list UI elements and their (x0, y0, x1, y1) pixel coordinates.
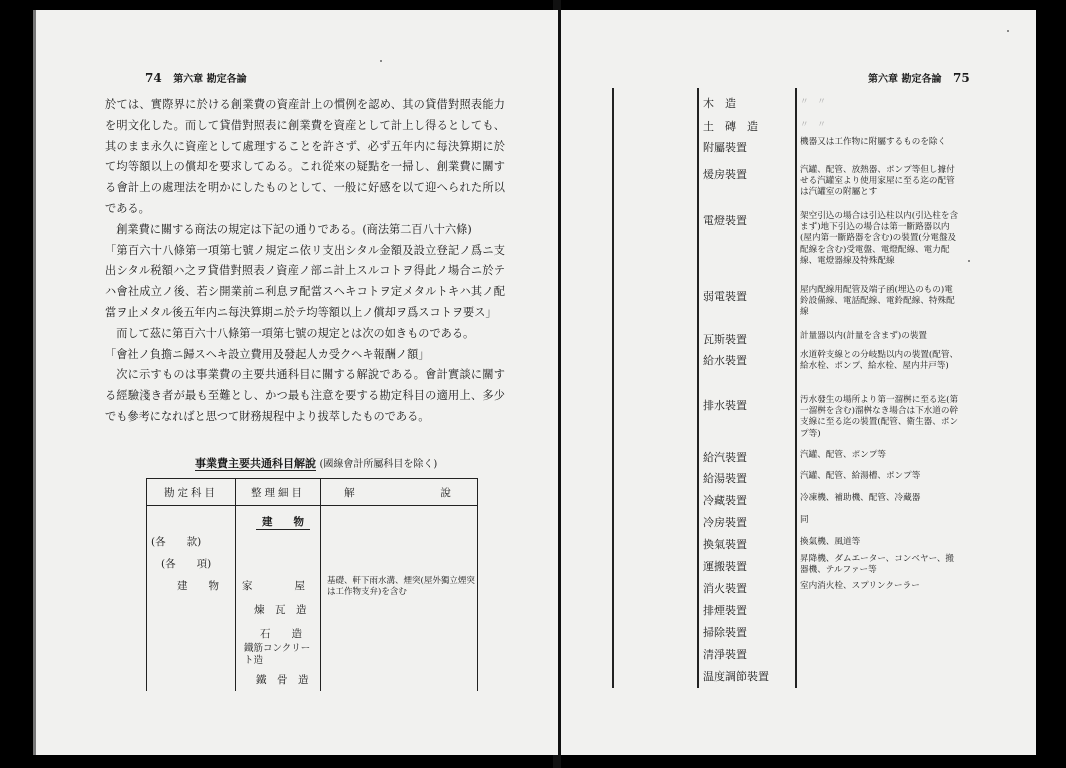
right-row-label: 土 磚 造 (703, 120, 758, 133)
right-row-label: 清淨裝置 (703, 648, 747, 661)
right-row-desc: 〃 〃 (800, 120, 826, 130)
explanation-note: 基礎、軒下雨水溝、煙突(屋外獨立煙突は工作物支弁)を含む (327, 576, 475, 597)
right-row-desc: 〃 〃 (800, 97, 826, 107)
right-row-label: 給湯裝置 (703, 472, 747, 485)
right-row-desc: 同 (800, 515, 809, 525)
right-row-label: 附屬裝置 (703, 141, 747, 154)
right-row-label: 木 造 (703, 97, 736, 110)
table-title-sub: (國線會計所屬科目を除く) (319, 459, 438, 470)
column-rule (612, 88, 614, 688)
right-row-label: 冷藏裝置 (703, 494, 747, 507)
detail-item: 鐵筋コンクリート造 (244, 643, 311, 666)
left-chapter-title: 第六章 勘定各論 (173, 74, 247, 85)
right-row-label: 排煙裝置 (703, 604, 747, 617)
row-label: (各 項) (161, 558, 212, 570)
right-row-label: 換氣裝置 (703, 538, 747, 551)
header-account: 勘定科目 (147, 479, 236, 506)
left-body-text (105, 95, 505, 428)
detail-item: 煉 瓦 造 (254, 604, 307, 616)
quote-paragraph: 「會社ノ負擔ニ歸スヘキ設立費用及發起人カ受クヘキ報酬ノ額」 (105, 347, 430, 361)
right-row-label: 瓦斯裝置 (703, 333, 747, 346)
detail-item: 鐵 骨 造 (256, 674, 309, 686)
paragraph: 而して茲に第百六十八條第一項第七號の規定とは次の如きものである。 (116, 326, 475, 340)
table-title-main: 事業費主要共通科目解說 (195, 457, 316, 470)
table-col-account (147, 506, 236, 692)
right-row-desc: 計量器以内(計量を含まず)の裝置 (800, 331, 928, 341)
right-row-desc: 昇降機、ダムエーター、コンベヤー、搬器機、テルファー等 (800, 554, 955, 576)
header-explanation-2: 說 (440, 486, 454, 499)
right-row-desc: 汽罐、配管、放熱器、ポンプ等但し據付せる汽罐室より使用家屋に至る迄の配管は汽罐室の附屬とす (800, 165, 955, 198)
right-row-desc: 汽罐、配管、給湯槽、ポンプ等 (800, 471, 921, 481)
right-row-desc: 汚水發生の場所より第一溜桝に至る迄(第一溜桝を含む)溜桝なき場合は下水道の幹支線に至る迄の裝置(配管、衛生器、ポンプ等) (800, 395, 959, 439)
detail-item: 石 造 (260, 628, 302, 640)
right-running-head (868, 70, 970, 85)
column-rule (697, 88, 699, 688)
right-row-label: 電燈裝置 (703, 214, 747, 227)
right-row-label: 運搬裝置 (703, 560, 747, 573)
table-col-explanation (321, 506, 478, 692)
right-row-desc: 架空引込の場合は引込柱以内(引込柱を含まず)地下引込の場合は第一斷路器以内(屋内第一斷路器を含む)の裝置(分電盤及配線を含む)受電盤、電燈配線、電力配線、電燈器線及特殊配線 (800, 211, 959, 266)
right-row-label: 掃除裝置 (703, 626, 747, 639)
scan-speck (380, 60, 382, 62)
paragraph: 於ては、實際界に於ける創業費の資産計上の慣例を認め、其の貸借對照表能力を明文化した。而して貸借對照表に創業費を資産として計上し得るとしても、其のまま永久に資産として處理することを許さず、必ず五年内に每決算期に於て均等額以上の償却を要求してゐる。これ從來の疑點を一掃し、創業費に關する會計上の處理法を明かにしたものとして、一般に好感を以て迎へられた所以である。 (105, 98, 505, 215)
paragraph: 次に示すものは事業費の主要共通科目に關する解說である。會計實談に關する經驗淺き者が最も至難とし、かつ最も注意を要する勘定科目の適用上、多少でも參考になればと思つて財務規程中より拔萃したものである。 (105, 368, 505, 423)
row-label: 建 物 (177, 580, 219, 592)
right-row-desc: 機器又は工作物に附屬するものを除く (800, 137, 947, 147)
right-row-label: 冷房裝置 (703, 516, 747, 529)
header-detail: 整理細目 (236, 479, 321, 506)
right-row-desc: 水道幹支線との分岐點以内の裝置(配管、給水栓、ポンプ、給水栓、屋内井戸等) (800, 350, 959, 372)
right-row-label: 給汽裝置 (703, 451, 747, 464)
detail-item: 家 屋 (242, 580, 305, 592)
right-row-desc: 換氣機、風道等 (800, 537, 861, 547)
right-row-label: 温度調節裝置 (703, 670, 769, 683)
right-row-desc: 冷凍機、補助機、配管、冷藏器 (800, 493, 921, 503)
row-label: (各 款) (151, 536, 202, 548)
paragraph: 創業費に關する商法の規定は下記の通りである。(商法第二百八十六條) (116, 222, 472, 236)
right-row-label: 弱電裝置 (703, 290, 747, 303)
right-row-label: 給水裝置 (703, 354, 747, 367)
right-page (561, 10, 1036, 755)
left-running-head (145, 70, 247, 85)
table-col-detail (236, 506, 321, 692)
left-page-number: 74 (145, 71, 162, 85)
header-explanation (321, 479, 478, 506)
scan-speck (968, 260, 970, 262)
right-row-desc: 汽罐、配管、ポンプ等 (800, 450, 886, 460)
right-row-desc: 屋内配線用配管及端子函(埋込のもの)電鈴設備線、電話配線、電鈴配線、特殊配線 (800, 285, 955, 318)
right-page-number: 75 (952, 71, 970, 85)
column-rule (795, 88, 797, 688)
detail-heading: 建 物 (256, 514, 310, 530)
accounts-table (146, 478, 478, 691)
right-row-label: 消火裝置 (703, 582, 747, 595)
scan-speck (1007, 30, 1009, 32)
right-chapter-title: 第六章 勘定各論 (868, 74, 942, 85)
right-row-label: 排水裝置 (703, 399, 747, 412)
quote-paragraph: 「第百六十八條第一項第七號ノ規定ニ依リ支出シタル金額及設立登記ノ爲ニ支出シタル税額ハ之ヲ貸借對照表ノ資産ノ部ニ計上スルコトヲ得此ノ場合ニ於テハ會社成立ノ後、若シ開業前ニ利息ヲ配當スヘキコトヲ定メタルトキハ其ノ配當ヲ止メタル後五年内ニ每決算期ニ於テ均等額以上ノ償却ヲ爲スコトヲ要ス」 (105, 243, 505, 319)
table-title (195, 455, 437, 471)
header-explanation-1: 解 (344, 486, 358, 499)
right-row-label: 煖房裝置 (703, 168, 747, 181)
right-row-desc: 室内消火栓、スプリンクーラー (800, 581, 920, 591)
